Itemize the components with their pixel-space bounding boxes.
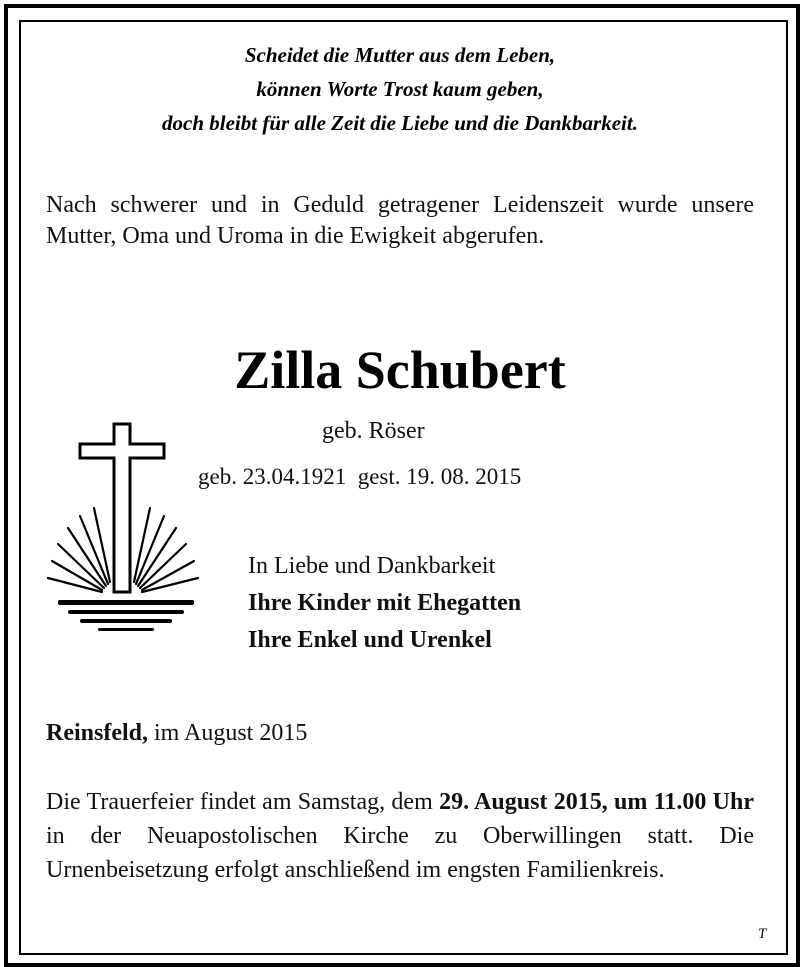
maiden-name: geb. Röser bbox=[322, 418, 425, 444]
motto-line-3: doch bleibt für alle Zeit die Liebe und die Dankbarkeit. bbox=[162, 111, 638, 135]
birth-date: geb. 23.04.1921 bbox=[198, 464, 347, 489]
family-line-3: Ihre Enkel und Urenkel bbox=[248, 627, 492, 653]
motto-line-2: können Worte Trost kaum geben, bbox=[256, 77, 544, 101]
agency-signature: T bbox=[758, 926, 767, 942]
death-date: gest. 19. 08. 2015 bbox=[357, 464, 522, 489]
service-text-1: Die Trauerfeier findet am Samstag, dem bbox=[46, 789, 440, 815]
service-date: 29. August 2015, bbox=[439, 789, 608, 815]
service-text-2: in der Neuapostolischen Kirche zu Oberwillingen statt. Die Urnenbeisetzung erfolgt anschließend im engsten Familienkreis. bbox=[46, 823, 754, 883]
service-time: um 11.00 Uhr bbox=[614, 789, 755, 815]
cross-sunrise-icon bbox=[44, 416, 206, 636]
intro-text: Nach schwerer und in Geduld getragener Leidenszeit wurde unsere Mutter, Oma und Uroma in die Ewigkeit abgerufen. bbox=[46, 192, 754, 249]
family-signature bbox=[248, 548, 521, 659]
life-dates bbox=[198, 462, 521, 492]
place-month: im August 2015 bbox=[148, 720, 308, 746]
family-line-1: In Liebe und Dankbarkeit bbox=[248, 553, 496, 579]
family-line-2: Ihre Kinder mit Ehegatten bbox=[248, 590, 522, 616]
place-date bbox=[46, 717, 307, 749]
motto-line-1: Scheidet die Mutter aus dem Leben, bbox=[244, 43, 556, 67]
motto-verse bbox=[0, 38, 800, 140]
service-info bbox=[46, 785, 754, 887]
place-town: Reinsfeld, bbox=[46, 720, 148, 746]
deceased-name: Zilla Schubert bbox=[234, 340, 566, 400]
